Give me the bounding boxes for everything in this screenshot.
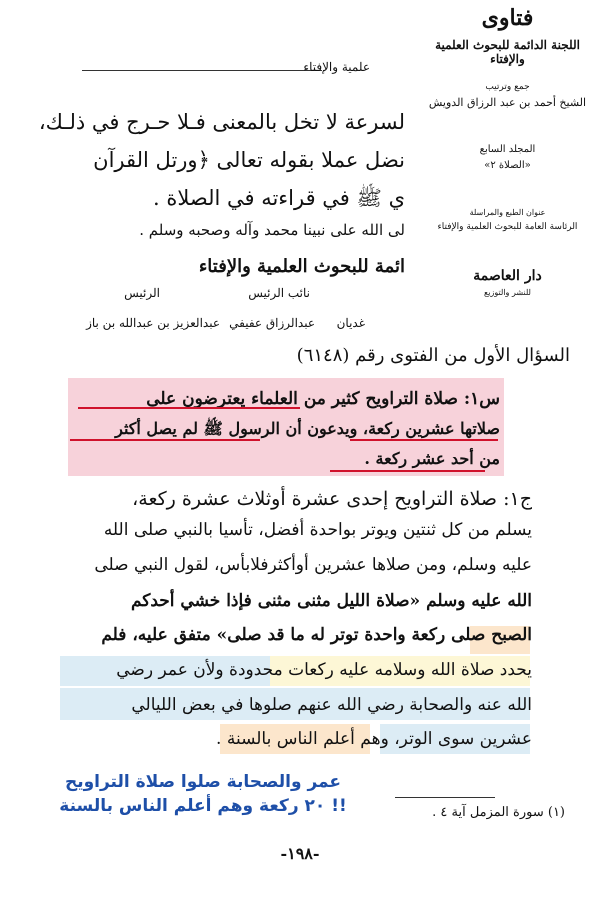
underline-mark xyxy=(350,439,498,441)
top-text-line: لى الله على نبينا محمد وآله وصحبه وسلم . xyxy=(139,221,405,239)
answer-line: يسلم من كل ثنتين ويوتر بواحدة أفضل، تأسيا بالنبي صلى الله xyxy=(103,520,532,540)
publisher-sub: للنشر والتوزيع xyxy=(483,288,531,297)
answer-line: ج١: صلاة التراويح إحدى عشرة أوثلاث عشرة ركعة، xyxy=(132,488,532,510)
cover-subtitle: اللجنة الدائمة للبحوث العلمية والإفتاء xyxy=(435,38,580,66)
publisher-logo: دار العاصمة xyxy=(473,268,542,284)
book-cover xyxy=(420,0,595,300)
answer-line: الله عليه وسلم «صلاة الليل مثنى مثنى فإذا خشي أحدكم xyxy=(130,591,532,611)
footnote-rule xyxy=(395,797,495,798)
question-line: صلاتها عشرين ركعة، ويدعون أن الرسول ﷺ لم يصل أكثر xyxy=(115,419,500,438)
signature-name-member: غديان xyxy=(336,316,365,330)
signature-role-vice: نائب الرئيس xyxy=(248,286,310,300)
top-text-line: ي ﷺ في قراءته في الصلاة . xyxy=(152,186,405,210)
cover-title: فتاوى xyxy=(481,5,534,31)
signature-name-vice: عبدالرزاق عفيفي xyxy=(229,316,315,330)
caption-box xyxy=(8,770,398,818)
answer-line: يحدد صلاة الله وسلامه عليه ركعات محدودة ولأن عمر رضي xyxy=(116,660,532,680)
answer-line: الله عنه والصحابة رضي الله عنهم صلوها في بعض الليالي xyxy=(131,695,532,715)
signature-name-chair: عبدالعزيز بن عبدالله بن باز xyxy=(86,316,220,330)
cover-compiler: الشيخ أحمد بن عبد الرزاق الدويش xyxy=(428,96,587,109)
cover-volume-topic: «الصلاة ٢» xyxy=(484,160,531,171)
cover-org-label: عنوان الطبع والمراسلة xyxy=(469,208,546,217)
top-text-line: نضل عملا بقوله تعالى ﴿ورتل القرآن xyxy=(93,148,405,172)
caption-line: ٢٠ ركعة وهم أعلم الناس بالسنة !! xyxy=(59,796,347,816)
signature-role-chair: الرئيس xyxy=(124,286,160,300)
page-number: -١٩٨- xyxy=(280,844,320,863)
underline-mark xyxy=(70,439,260,441)
answer-line: عشرين سوى الوتر، وهم أعلم الناس بالسنة . xyxy=(216,729,532,749)
answer-line: الصبح صلى ركعة واحدة توتر له ما قد صلى» متفق عليه، فلم xyxy=(101,625,532,645)
footnote: (١) سورة المزمل آية ٤ . xyxy=(432,805,565,820)
top-text-line: لسرعة لا تخل بالمعنى فـلا حـرج في ذلـك، xyxy=(38,110,405,134)
cover-compiler-label: جمع وترتيب xyxy=(485,82,530,92)
question-line: من أحد عشر ركعة . xyxy=(364,449,500,468)
cover-volume: المجلد السابع xyxy=(479,144,536,155)
committee-name: ائمة للبحوث العلمية والإفتاء xyxy=(198,256,405,277)
fatwa-number: السؤال الأول من الفتوى رقم (٦١٤٨) xyxy=(296,345,570,366)
cover-org: الرئاسة العامة للبحوث العلمية والإفتاء xyxy=(437,222,578,232)
underline-mark xyxy=(330,470,485,472)
underline-mark xyxy=(78,407,300,409)
caption-line: عمر والصحابة صلوا صلاة التراويح xyxy=(64,772,342,792)
running-header: علمية والإفتاء xyxy=(303,60,370,74)
answer-line: عليه وسلم، ومن صلاها عشرين أوأكثرفلابأس، لقول النبي صلى xyxy=(94,555,532,575)
question-line: س١: صلاة التراويح كثير من العلماء يعترضون على xyxy=(146,389,500,409)
